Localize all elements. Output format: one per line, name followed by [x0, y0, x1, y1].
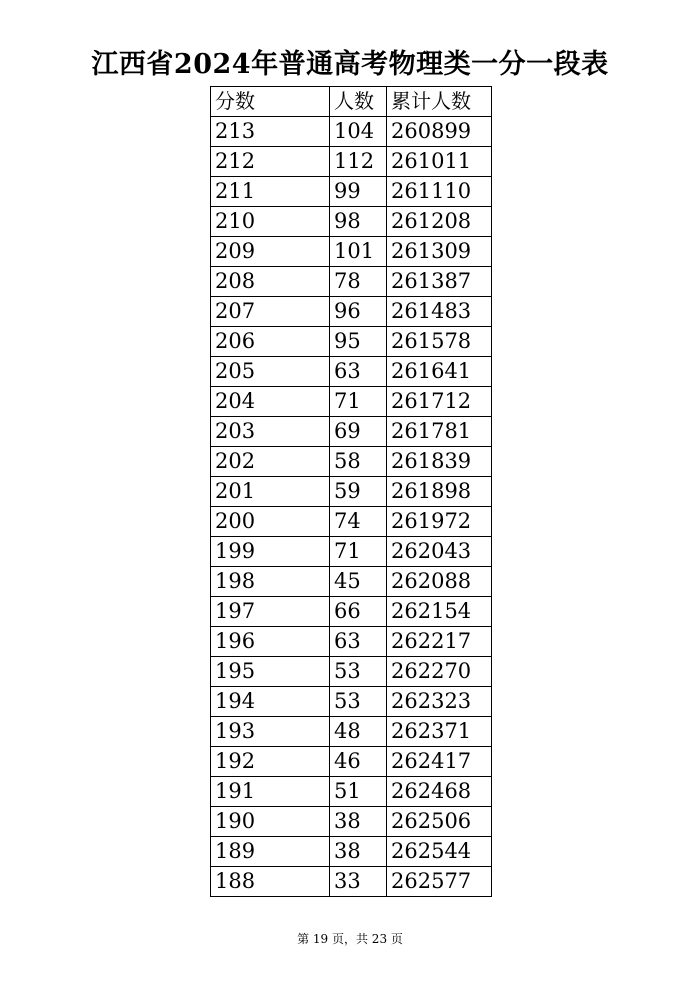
cumulative-cell: 262323 — [387, 687, 492, 717]
table-row — [211, 657, 492, 687]
cumulative-cell: 261712 — [387, 387, 492, 417]
score-cell: 196 — [211, 627, 330, 657]
count-cell: 74 — [330, 507, 387, 537]
table-row — [211, 867, 492, 897]
count-cell: 99 — [330, 177, 387, 207]
score-cell: 200 — [211, 507, 330, 537]
table-row — [211, 327, 492, 357]
cumulative-cell: 261387 — [387, 267, 492, 297]
table-row — [211, 117, 492, 147]
table-row — [211, 717, 492, 747]
table-row — [211, 567, 492, 597]
cumulative-cell: 261898 — [387, 477, 492, 507]
cumulative-cell: 261309 — [387, 237, 492, 267]
score-cell: 198 — [211, 567, 330, 597]
cumulative-cell: 262468 — [387, 777, 492, 807]
score-cell: 203 — [211, 417, 330, 447]
table-row — [211, 147, 492, 177]
count-cell: 51 — [330, 777, 387, 807]
score-cell: 204 — [211, 387, 330, 417]
count-cell: 112 — [330, 147, 387, 177]
score-cell: 192 — [211, 747, 330, 777]
score-cell: 209 — [211, 237, 330, 267]
count-cell: 53 — [330, 657, 387, 687]
score-cell: 212 — [211, 147, 330, 177]
table-row — [211, 477, 492, 507]
score-cell: 202 — [211, 447, 330, 477]
cumulative-cell: 261578 — [387, 327, 492, 357]
table-row — [211, 747, 492, 777]
score-cell: 213 — [211, 117, 330, 147]
score-cell: 191 — [211, 777, 330, 807]
header-score: 分数 — [211, 87, 330, 117]
cumulative-cell: 262270 — [387, 657, 492, 687]
table-row — [211, 207, 492, 237]
cumulative-cell: 261972 — [387, 507, 492, 537]
score-distribution-table — [210, 86, 492, 897]
score-cell: 193 — [211, 717, 330, 747]
table-row — [211, 387, 492, 417]
cumulative-cell: 262371 — [387, 717, 492, 747]
table-row — [211, 777, 492, 807]
table-row — [211, 507, 492, 537]
cumulative-cell: 261641 — [387, 357, 492, 387]
score-cell: 189 — [211, 837, 330, 867]
count-cell: 59 — [330, 477, 387, 507]
count-cell: 101 — [330, 237, 387, 267]
count-cell: 63 — [330, 357, 387, 387]
count-cell: 96 — [330, 297, 387, 327]
count-cell: 53 — [330, 687, 387, 717]
table-row — [211, 597, 492, 627]
count-cell: 71 — [330, 387, 387, 417]
cumulative-cell: 262043 — [387, 537, 492, 567]
count-cell: 33 — [330, 867, 387, 897]
score-cell: 210 — [211, 207, 330, 237]
table-row — [211, 177, 492, 207]
page-footer: 第 19 页，共 23 页 — [297, 932, 403, 946]
table-row — [211, 837, 492, 867]
page-title: 江西省2024年普通高考物理类一分一段表 — [91, 49, 609, 80]
cumulative-cell: 261781 — [387, 417, 492, 447]
count-cell: 78 — [330, 267, 387, 297]
table-header-row — [211, 87, 492, 117]
count-cell: 58 — [330, 447, 387, 477]
count-cell: 71 — [330, 537, 387, 567]
table-row — [211, 627, 492, 657]
cumulative-cell: 261011 — [387, 147, 492, 177]
score-cell: 206 — [211, 327, 330, 357]
cumulative-cell: 262577 — [387, 867, 492, 897]
count-cell: 38 — [330, 837, 387, 867]
cumulative-cell: 262506 — [387, 807, 492, 837]
table-row — [211, 237, 492, 267]
table-row — [211, 297, 492, 327]
table-row — [211, 807, 492, 837]
table-body — [211, 117, 492, 897]
count-cell: 69 — [330, 417, 387, 447]
score-cell: 190 — [211, 807, 330, 837]
count-cell: 48 — [330, 717, 387, 747]
score-cell: 201 — [211, 477, 330, 507]
table-row — [211, 357, 492, 387]
cumulative-cell: 261839 — [387, 447, 492, 477]
count-cell: 38 — [330, 807, 387, 837]
score-cell: 207 — [211, 297, 330, 327]
score-cell: 195 — [211, 657, 330, 687]
cumulative-cell: 262217 — [387, 627, 492, 657]
cumulative-cell: 261483 — [387, 297, 492, 327]
score-cell: 194 — [211, 687, 330, 717]
cumulative-cell: 261208 — [387, 207, 492, 237]
cumulative-cell: 261110 — [387, 177, 492, 207]
cumulative-cell: 260899 — [387, 117, 492, 147]
cumulative-cell: 262544 — [387, 837, 492, 867]
count-cell: 98 — [330, 207, 387, 237]
score-cell: 205 — [211, 357, 330, 387]
count-cell: 45 — [330, 567, 387, 597]
table-row — [211, 267, 492, 297]
count-cell: 46 — [330, 747, 387, 777]
count-cell: 66 — [330, 597, 387, 627]
table-row — [211, 417, 492, 447]
score-cell: 199 — [211, 537, 330, 567]
table-row — [211, 447, 492, 477]
count-cell: 104 — [330, 117, 387, 147]
cumulative-cell: 262154 — [387, 597, 492, 627]
table-row — [211, 687, 492, 717]
count-cell: 63 — [330, 627, 387, 657]
cumulative-cell: 262088 — [387, 567, 492, 597]
table-row — [211, 537, 492, 567]
header-count: 人数 — [330, 87, 387, 117]
count-cell: 95 — [330, 327, 387, 357]
score-cell: 197 — [211, 597, 330, 627]
header-cumulative: 累计人数 — [387, 87, 492, 117]
cumulative-cell: 262417 — [387, 747, 492, 777]
score-cell: 188 — [211, 867, 330, 897]
score-cell: 208 — [211, 267, 330, 297]
score-cell: 211 — [211, 177, 330, 207]
